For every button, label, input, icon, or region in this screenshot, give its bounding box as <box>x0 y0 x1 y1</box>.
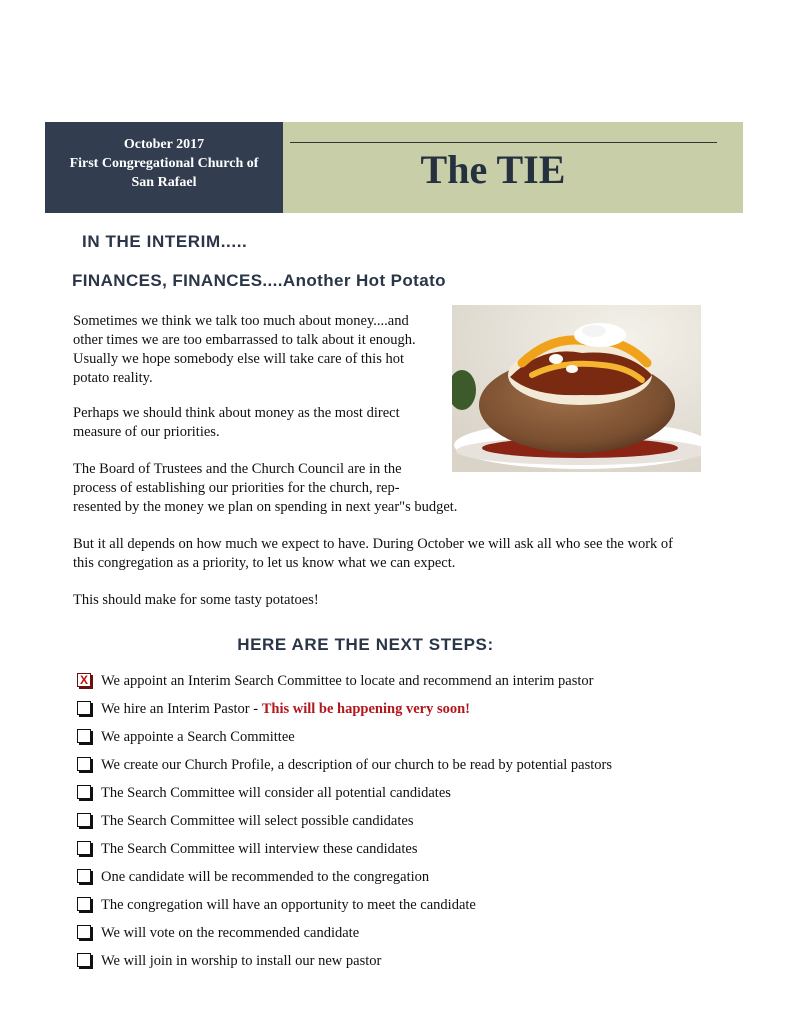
header-divider <box>290 142 717 143</box>
paragraph-3: The Board of Trustees and the Church Council are in the process of establishing our priorities for the church, rep- <box>73 461 402 496</box>
checklist-item <box>77 807 612 835</box>
checklist-item-label: We hire an Interim Pastor - This will be happening very soon! <box>101 700 470 717</box>
checklist-item <box>77 779 612 807</box>
checklist-item <box>77 751 612 779</box>
paragraph-4: But it all depends on how much we expect to have. During October we will ask all who see the work of this congregation as a priority, to let us know what we can expect. <box>73 536 673 571</box>
checklist-item-label: One candidate will be recommended to the congregation <box>101 868 430 885</box>
checkbox-icon <box>77 785 91 799</box>
checkbox-icon <box>77 841 91 855</box>
checkbox-icon <box>77 757 91 771</box>
emphasis-note: This will be happening very soon! <box>261 700 470 717</box>
checklist-item <box>77 947 612 975</box>
checkbox-icon <box>77 813 91 827</box>
article-heading-finances: FINANCES, FINANCES....Another Hot Potato <box>72 271 446 290</box>
checked-box-icon: X <box>77 673 91 687</box>
checkbox-icon <box>77 729 91 743</box>
issue-date: October 2017 <box>123 137 205 152</box>
checklist-item-label: The Search Committee will consider all potential candidates <box>101 784 451 801</box>
next-steps-checklist <box>77 667 612 975</box>
checklist-item-label: The Search Committee will interview these candidates <box>101 840 418 857</box>
checkbox-icon <box>77 925 91 939</box>
next-steps-heading: HERE ARE THE NEXT STEPS: <box>237 635 494 654</box>
newsletter-title: The TIE <box>420 147 566 192</box>
paragraph-3-continued: resented by the money we plan on spending in next year"s budget. <box>73 499 458 515</box>
checkbox-icon <box>77 869 91 883</box>
checklist-item <box>77 891 612 919</box>
header-masthead-right <box>283 122 743 213</box>
baked-potato-image <box>452 305 701 472</box>
header-masthead-left <box>45 122 283 213</box>
checklist-item-label: We appoint an Interim Search Committee to locate and recommend an interim pastor <box>101 672 594 689</box>
checklist-item <box>77 835 612 863</box>
checklist-item-label: We will join in worship to install our new pastor <box>101 952 382 969</box>
church-name-line2: San Rafael <box>131 175 197 190</box>
checklist-item <box>77 919 612 947</box>
checklist-item-label: We create our Church Profile, a description of our church to be read by potential pastors <box>101 756 612 773</box>
section-heading-interim: IN THE INTERIM..... <box>82 232 248 251</box>
paragraph-5: This should make for some tasty potatoes! <box>73 592 319 608</box>
checklist-item-label: We appointe a Search Committee <box>101 728 295 745</box>
checklist-item-label: We will vote on the recommended candidate <box>101 924 360 941</box>
checklist-item-label: The congregation will have an opportunity to meet the candidate <box>101 896 476 913</box>
paragraph-2: Perhaps we should think about money as the most direct measure of our priorities. <box>73 405 400 440</box>
checklist-item-label: The Search Committee will select possible candidates <box>101 812 414 829</box>
checkbox-icon <box>77 701 91 715</box>
church-name-line1: First Congregational Church of <box>69 156 259 171</box>
checkbox-icon <box>77 953 91 967</box>
checklist-item <box>77 723 612 751</box>
checklist-item <box>77 667 612 695</box>
checklist-item <box>77 863 612 891</box>
checkbox-icon <box>77 897 91 911</box>
paragraph-1: Sometimes we think we talk too much about money....and other times we are too embarrassed to talk about it enough. Usually we hope somebody else will take care of this hot potato reality. <box>73 313 416 386</box>
checklist-item <box>77 695 612 723</box>
